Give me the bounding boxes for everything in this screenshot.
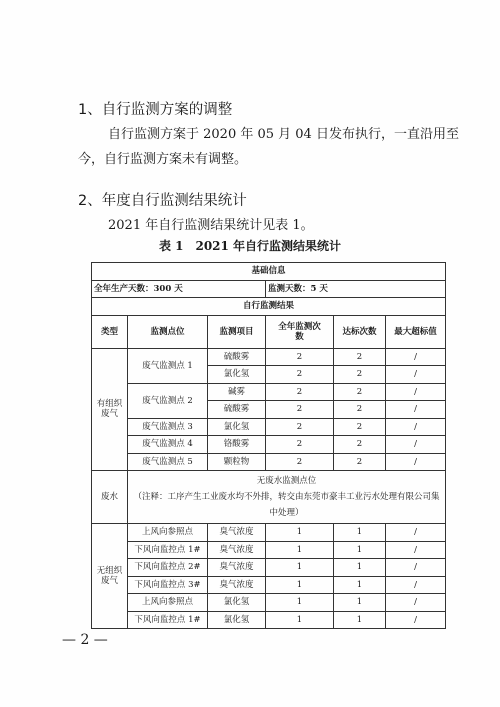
pass-cell: 2 bbox=[334, 453, 386, 471]
basic-info-row bbox=[92, 263, 446, 281]
header-item: 监测项目 bbox=[208, 315, 266, 348]
table-row bbox=[92, 383, 446, 401]
max-cell: / bbox=[386, 524, 446, 542]
point-cell: 废气监测点 4 bbox=[128, 436, 208, 454]
max-cell: / bbox=[386, 418, 446, 436]
pass-cell: 2 bbox=[334, 348, 386, 366]
point-cell: 废气监测点 3 bbox=[128, 418, 208, 436]
header-row bbox=[92, 315, 446, 348]
item-cell: 臭气浓度 bbox=[208, 541, 266, 559]
header-annual-count bbox=[266, 315, 334, 348]
max-cell: / bbox=[386, 366, 446, 384]
item-cell: 颗粒物 bbox=[208, 453, 266, 471]
pass-cell: 2 bbox=[334, 436, 386, 454]
table-row bbox=[92, 524, 446, 542]
wastewater-row bbox=[92, 471, 446, 524]
production-days: 全年生产天数：300 天 bbox=[92, 280, 266, 298]
results-title: 自行监测结果 bbox=[92, 298, 446, 316]
type-unorganized-line-2: 废气 bbox=[100, 576, 118, 586]
item-cell: 硫酸雾 bbox=[208, 348, 266, 366]
section-2-heading: 2、年度自行监测结果统计 bbox=[78, 193, 247, 209]
point-cell: 废气监测点 5 bbox=[128, 453, 208, 471]
table-caption: 表 1 2021 年自行监测结果统计 bbox=[158, 239, 342, 253]
pass-cell: 2 bbox=[334, 366, 386, 384]
item-cell: 氯化氢 bbox=[208, 366, 266, 384]
table-row bbox=[92, 611, 446, 629]
table-row bbox=[92, 436, 446, 454]
item-cell: 臭气浓度 bbox=[208, 524, 266, 542]
table-row bbox=[92, 576, 446, 594]
wastewater-note bbox=[128, 471, 446, 524]
pass-cell: 2 bbox=[334, 383, 386, 401]
pass-cell: 1 bbox=[334, 576, 386, 594]
pass-cell: 1 bbox=[334, 594, 386, 612]
max-cell: / bbox=[386, 611, 446, 629]
table-row bbox=[92, 418, 446, 436]
item-cell: 硫酸雾 bbox=[208, 401, 266, 419]
count-cell: 1 bbox=[266, 541, 334, 559]
type-organized-line-1: 有组织 bbox=[96, 399, 123, 410]
pass-cell: 1 bbox=[334, 559, 386, 577]
max-cell: / bbox=[386, 401, 446, 419]
point-cell: 上风向参照点 bbox=[128, 594, 208, 612]
point-cell: 废气监测点 2 bbox=[128, 383, 208, 418]
point-cell: 下风向监控点 1# bbox=[128, 611, 208, 629]
table-row bbox=[92, 559, 446, 577]
item-cell: 氯化氢 bbox=[208, 418, 266, 436]
item-cell: 臭气浓度 bbox=[208, 576, 266, 594]
pass-cell: 1 bbox=[334, 541, 386, 559]
type-unorganized-line-1: 无组织 bbox=[96, 566, 123, 576]
item-cell: 氯化氢 bbox=[208, 594, 266, 612]
count-cell: 2 bbox=[266, 383, 334, 401]
item-cell: 氯化氢 bbox=[208, 611, 266, 629]
wastewater-note-line-2: （注释：工序产生工业废水均不外排，转交由东莞市豪丰工业污水处理有限公司集 bbox=[133, 492, 440, 502]
page-number: — 2 — bbox=[62, 632, 108, 648]
item-cell: 臭气浓度 bbox=[208, 559, 266, 577]
max-cell: / bbox=[386, 453, 446, 471]
wastewater-note-line-1: 无废水监测点位 bbox=[256, 476, 317, 486]
table-row bbox=[92, 348, 446, 366]
results-title-row bbox=[92, 298, 446, 316]
basic-info-title: 基础信息 bbox=[92, 263, 446, 281]
table-row bbox=[92, 453, 446, 471]
header-pass-count: 达标次数 bbox=[334, 315, 386, 348]
pass-cell: 2 bbox=[334, 418, 386, 436]
header-point: 监测点位 bbox=[128, 315, 208, 348]
point-cell: 下风向监控点 3# bbox=[128, 576, 208, 594]
max-cell: / bbox=[386, 436, 446, 454]
header-max-exceed: 最大超标值 bbox=[386, 315, 446, 348]
header-annual-count-line-1: 全年监测次 bbox=[278, 321, 321, 332]
section-1-heading: 1、自行监测方案的调整 bbox=[78, 102, 233, 118]
type-wastewater: 废水 bbox=[92, 471, 128, 524]
max-cell: / bbox=[386, 383, 446, 401]
table-row bbox=[92, 594, 446, 612]
days-row bbox=[92, 280, 446, 298]
count-cell: 1 bbox=[266, 611, 334, 629]
section-1-line-1: 自行监测方案于 2020 年 05 月 04 日发布执行，一直沿用至 bbox=[108, 127, 459, 142]
section-2-line-1: 2021 年自行监测结果统计见表 1。 bbox=[108, 218, 314, 233]
type-organized bbox=[92, 348, 128, 471]
max-cell: / bbox=[386, 559, 446, 577]
monitor-days: 监测天数：5 天 bbox=[266, 280, 446, 298]
count-cell: 2 bbox=[266, 401, 334, 419]
count-cell: 2 bbox=[266, 366, 334, 384]
count-cell: 1 bbox=[266, 524, 334, 542]
pass-cell: 1 bbox=[334, 611, 386, 629]
count-cell: 1 bbox=[266, 576, 334, 594]
count-cell: 2 bbox=[266, 348, 334, 366]
monitoring-results-table bbox=[91, 262, 446, 629]
item-cell: 铬酸雾 bbox=[208, 436, 266, 454]
section-1-line-2: 今，自行监测方案未有调整。 bbox=[78, 152, 248, 167]
point-cell: 废气监测点 1 bbox=[128, 348, 208, 383]
wastewater-note-line-3: 中处理） bbox=[269, 508, 304, 518]
type-unorganized bbox=[92, 524, 128, 629]
pass-cell: 2 bbox=[334, 401, 386, 419]
point-cell: 下风向监控点 1# bbox=[128, 541, 208, 559]
count-cell: 2 bbox=[266, 418, 334, 436]
max-cell: / bbox=[386, 576, 446, 594]
table-row bbox=[92, 541, 446, 559]
count-cell: 1 bbox=[266, 559, 334, 577]
header-type: 类型 bbox=[92, 315, 128, 348]
header-annual-count-line-2: 数 bbox=[295, 331, 304, 342]
pass-cell: 1 bbox=[334, 524, 386, 542]
count-cell: 2 bbox=[266, 436, 334, 454]
point-cell: 下风向监控点 2# bbox=[128, 559, 208, 577]
type-organized-line-2: 废气 bbox=[100, 409, 118, 420]
point-cell: 上风向参照点 bbox=[128, 524, 208, 542]
count-cell: 2 bbox=[266, 453, 334, 471]
max-cell: / bbox=[386, 594, 446, 612]
count-cell: 1 bbox=[266, 594, 334, 612]
item-cell: 碱雾 bbox=[208, 383, 266, 401]
max-cell: / bbox=[386, 348, 446, 366]
max-cell: / bbox=[386, 541, 446, 559]
